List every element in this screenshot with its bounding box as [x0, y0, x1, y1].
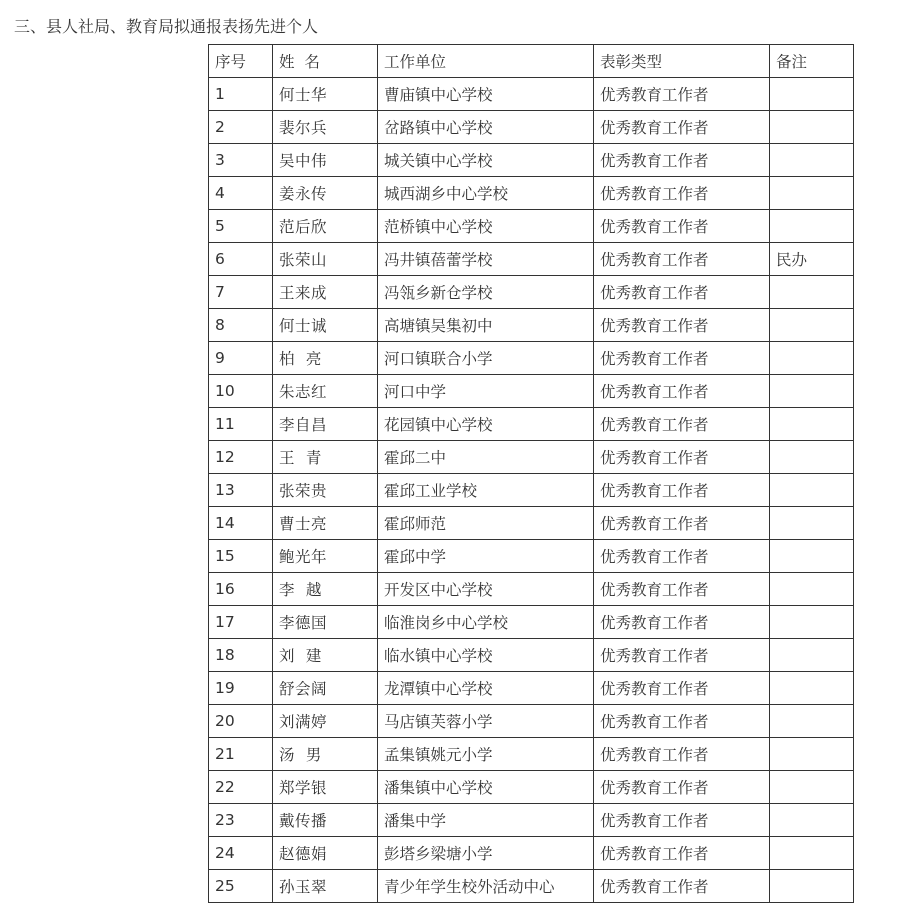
cell-award-type: 优秀教育工作者 — [594, 837, 770, 870]
cell-award-type: 优秀教育工作者 — [594, 540, 770, 573]
table-row — [209, 639, 854, 672]
cell-remarks — [770, 375, 854, 408]
cell-work-unit: 范桥镇中心学校 — [378, 210, 594, 243]
cell-remarks — [770, 672, 854, 705]
table-row — [209, 573, 854, 606]
cell-index: 4 — [209, 177, 273, 210]
cell-remarks — [770, 408, 854, 441]
table-row — [209, 111, 854, 144]
cell-remarks — [770, 78, 854, 111]
cell-award-type: 优秀教育工作者 — [594, 738, 770, 771]
table-row — [209, 804, 854, 837]
cell-award-type: 优秀教育工作者 — [594, 474, 770, 507]
cell-work-unit: 花园镇中心学校 — [378, 408, 594, 441]
cell-award-type: 优秀教育工作者 — [594, 672, 770, 705]
cell-index: 22 — [209, 771, 273, 804]
cell-award-type: 优秀教育工作者 — [594, 177, 770, 210]
cell-remarks — [770, 738, 854, 771]
cell-name: 姜永传 — [273, 177, 378, 210]
cell-award-type: 优秀教育工作者 — [594, 804, 770, 837]
table-row — [209, 210, 854, 243]
cell-work-unit: 临淮岗乡中心学校 — [378, 606, 594, 639]
table-row — [209, 507, 854, 540]
table-row — [209, 672, 854, 705]
table-row — [209, 78, 854, 111]
cell-work-unit: 河口中学 — [378, 375, 594, 408]
cell-index: 23 — [209, 804, 273, 837]
cell-remarks — [770, 870, 854, 903]
cell-name: 朱志红 — [273, 375, 378, 408]
cell-award-type: 优秀教育工作者 — [594, 441, 770, 474]
cell-work-unit: 冯瓴乡新仓学校 — [378, 276, 594, 309]
cell-work-unit: 彭塔乡梁塘小学 — [378, 837, 594, 870]
cell-award-type: 优秀教育工作者 — [594, 771, 770, 804]
cell-remarks — [770, 540, 854, 573]
table-row — [209, 738, 854, 771]
cell-award-type: 优秀教育工作者 — [594, 573, 770, 606]
cell-name: 王来成 — [273, 276, 378, 309]
cell-award-type: 优秀教育工作者 — [594, 705, 770, 738]
table-row — [209, 408, 854, 441]
cell-work-unit: 河口镇联合小学 — [378, 342, 594, 375]
header-work-unit: 工作单位 — [378, 45, 594, 78]
cell-name: 李自昌 — [273, 408, 378, 441]
cell-name: 何士诚 — [273, 309, 378, 342]
table-header-row — [209, 45, 854, 78]
cell-remarks — [770, 507, 854, 540]
table-body — [209, 78, 854, 903]
cell-remarks — [770, 474, 854, 507]
cell-index: 17 — [209, 606, 273, 639]
cell-award-type: 优秀教育工作者 — [594, 243, 770, 276]
cell-name: 裴尔兵 — [273, 111, 378, 144]
cell-index: 21 — [209, 738, 273, 771]
cell-name: 吴中伟 — [273, 144, 378, 177]
table-row — [209, 375, 854, 408]
cell-work-unit: 孟集镇姚元小学 — [378, 738, 594, 771]
cell-award-type: 优秀教育工作者 — [594, 144, 770, 177]
cell-work-unit: 城西湖乡中心学校 — [378, 177, 594, 210]
cell-name: 张荣贵 — [273, 474, 378, 507]
cell-name: 范后欣 — [273, 210, 378, 243]
header-remarks: 备注 — [770, 45, 854, 78]
table-row — [209, 705, 854, 738]
cell-work-unit: 潘集镇中心学校 — [378, 771, 594, 804]
cell-remarks: 民办 — [770, 243, 854, 276]
cell-work-unit: 霍邱师范 — [378, 507, 594, 540]
table-row — [209, 837, 854, 870]
cell-award-type: 优秀教育工作者 — [594, 606, 770, 639]
section-heading: 三、县人社局、教育局拟通报表扬先进个人 — [14, 17, 319, 36]
cell-award-type: 优秀教育工作者 — [594, 111, 770, 144]
cell-work-unit: 城关镇中心学校 — [378, 144, 594, 177]
cell-work-unit: 高塘镇吴集初中 — [378, 309, 594, 342]
cell-index: 1 — [209, 78, 273, 111]
cell-index: 18 — [209, 639, 273, 672]
cell-name: 柏 亮 — [273, 342, 378, 375]
cell-work-unit: 潘集中学 — [378, 804, 594, 837]
table-row — [209, 441, 854, 474]
cell-award-type: 优秀教育工作者 — [594, 507, 770, 540]
cell-remarks — [770, 276, 854, 309]
cell-award-type: 优秀教育工作者 — [594, 408, 770, 441]
cell-work-unit: 龙潭镇中心学校 — [378, 672, 594, 705]
cell-index: 9 — [209, 342, 273, 375]
cell-remarks — [770, 771, 854, 804]
cell-name: 李德国 — [273, 606, 378, 639]
cell-remarks — [770, 210, 854, 243]
cell-award-type: 优秀教育工作者 — [594, 309, 770, 342]
cell-index: 16 — [209, 573, 273, 606]
cell-name: 鲍光年 — [273, 540, 378, 573]
cell-index: 15 — [209, 540, 273, 573]
cell-index: 6 — [209, 243, 273, 276]
cell-index: 20 — [209, 705, 273, 738]
table-row — [209, 606, 854, 639]
cell-award-type: 优秀教育工作者 — [594, 375, 770, 408]
cell-index: 14 — [209, 507, 273, 540]
cell-name: 郑学银 — [273, 771, 378, 804]
cell-name: 汤 男 — [273, 738, 378, 771]
table-row — [209, 342, 854, 375]
cell-name: 赵德娟 — [273, 837, 378, 870]
table-row — [209, 276, 854, 309]
commendation-table — [208, 44, 854, 903]
cell-name: 王 青 — [273, 441, 378, 474]
cell-work-unit: 马店镇芙蓉小学 — [378, 705, 594, 738]
cell-remarks — [770, 705, 854, 738]
cell-remarks — [770, 639, 854, 672]
cell-name: 刘满婷 — [273, 705, 378, 738]
cell-work-unit: 霍邱工业学校 — [378, 474, 594, 507]
cell-name: 李 越 — [273, 573, 378, 606]
cell-award-type: 优秀教育工作者 — [594, 870, 770, 903]
cell-work-unit: 青少年学生校外活动中心 — [378, 870, 594, 903]
cell-index: 24 — [209, 837, 273, 870]
cell-work-unit: 岔路镇中心学校 — [378, 111, 594, 144]
cell-work-unit: 冯井镇蓓蕾学校 — [378, 243, 594, 276]
table-row — [209, 771, 854, 804]
cell-name: 戴传播 — [273, 804, 378, 837]
cell-name: 刘 建 — [273, 639, 378, 672]
cell-remarks — [770, 441, 854, 474]
cell-award-type: 优秀教育工作者 — [594, 276, 770, 309]
cell-index: 11 — [209, 408, 273, 441]
cell-index: 19 — [209, 672, 273, 705]
cell-index: 10 — [209, 375, 273, 408]
cell-remarks — [770, 177, 854, 210]
cell-remarks — [770, 573, 854, 606]
table-row — [209, 870, 854, 903]
cell-award-type: 优秀教育工作者 — [594, 639, 770, 672]
cell-index: 13 — [209, 474, 273, 507]
header-index: 序号 — [209, 45, 273, 78]
table-row — [209, 144, 854, 177]
cell-remarks — [770, 342, 854, 375]
header-award-type: 表彰类型 — [594, 45, 770, 78]
cell-remarks — [770, 309, 854, 342]
cell-remarks — [770, 144, 854, 177]
cell-index: 2 — [209, 111, 273, 144]
cell-remarks — [770, 804, 854, 837]
cell-name: 曹士亮 — [273, 507, 378, 540]
cell-index: 7 — [209, 276, 273, 309]
cell-name: 舒会阔 — [273, 672, 378, 705]
cell-name: 何士华 — [273, 78, 378, 111]
cell-remarks — [770, 837, 854, 870]
cell-work-unit: 霍邱二中 — [378, 441, 594, 474]
cell-name: 张荣山 — [273, 243, 378, 276]
table-row — [209, 474, 854, 507]
cell-remarks — [770, 111, 854, 144]
cell-work-unit: 曹庙镇中心学校 — [378, 78, 594, 111]
cell-work-unit: 霍邱中学 — [378, 540, 594, 573]
cell-name: 孙玉翠 — [273, 870, 378, 903]
cell-award-type: 优秀教育工作者 — [594, 210, 770, 243]
cell-remarks — [770, 606, 854, 639]
cell-index: 12 — [209, 441, 273, 474]
table-row — [209, 177, 854, 210]
cell-work-unit: 开发区中心学校 — [378, 573, 594, 606]
table-row — [209, 243, 854, 276]
cell-index: 8 — [209, 309, 273, 342]
cell-award-type: 优秀教育工作者 — [594, 78, 770, 111]
cell-work-unit: 临水镇中心学校 — [378, 639, 594, 672]
table-row — [209, 540, 854, 573]
table-row — [209, 309, 854, 342]
cell-index: 25 — [209, 870, 273, 903]
header-name: 姓 名 — [273, 45, 378, 78]
cell-index: 3 — [209, 144, 273, 177]
cell-award-type: 优秀教育工作者 — [594, 342, 770, 375]
cell-index: 5 — [209, 210, 273, 243]
